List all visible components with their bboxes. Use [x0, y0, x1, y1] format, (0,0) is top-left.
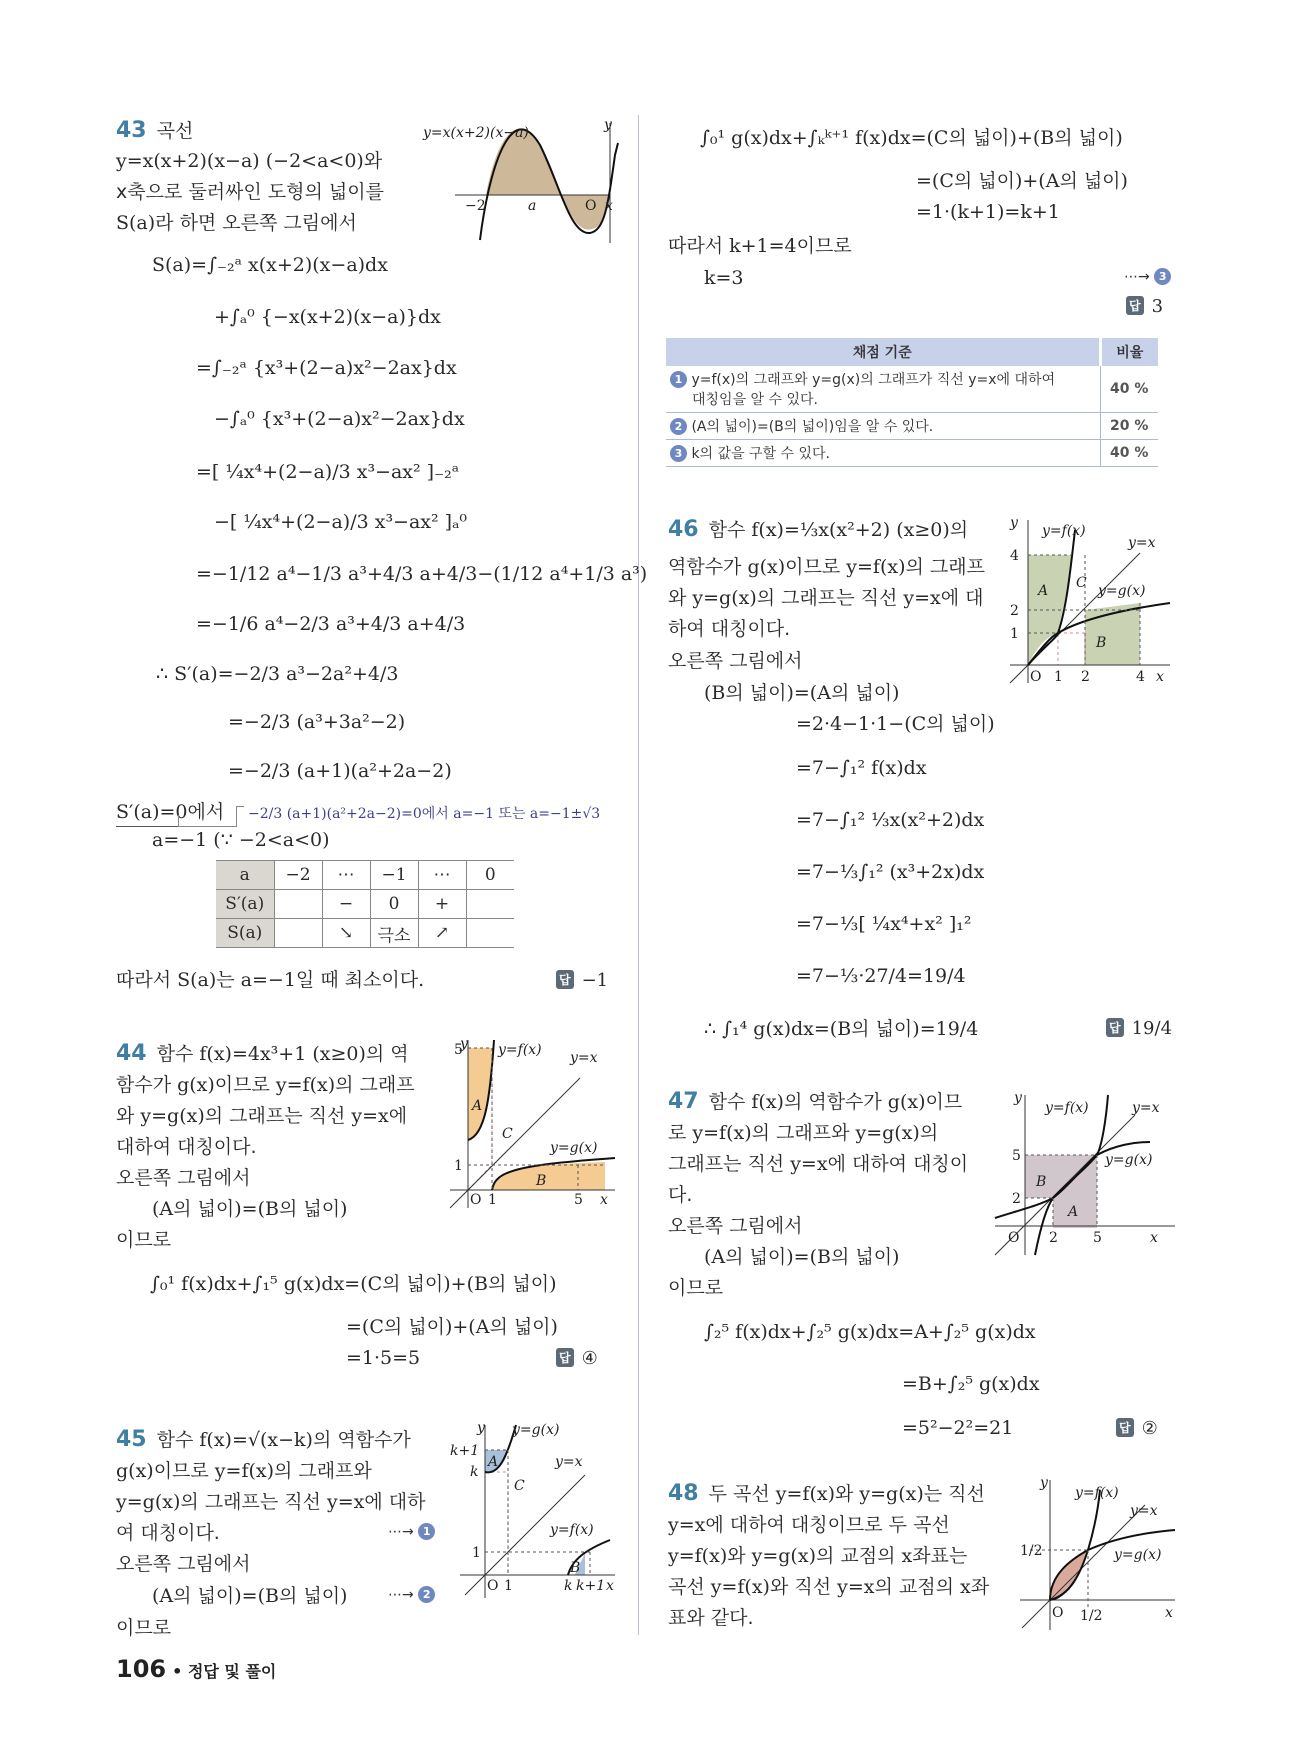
x-axis-label: x — [1165, 1605, 1173, 1621]
x-tick: 5 — [1093, 1230, 1102, 1246]
region-hatched — [1058, 633, 1085, 665]
answer-badge: 답 — [1106, 1018, 1124, 1037]
line-label: y=x — [555, 1454, 583, 1470]
y-axis-label: y — [604, 117, 612, 133]
problem-text: y=x(x+2)(x−a) (−2<a<0)와 — [116, 150, 383, 172]
x-tick: 4 — [1136, 669, 1145, 685]
x-tick: 1/2 — [1080, 1608, 1103, 1624]
f-label: y=f(x) — [498, 1042, 542, 1058]
problem-number: 44 — [116, 1041, 147, 1066]
origin-label: O — [1030, 669, 1042, 685]
table-cell — [466, 919, 514, 948]
problem-text: 대하여 대칭이다. — [116, 1136, 257, 1158]
y-tick: 1 — [454, 1158, 463, 1174]
problem-text: 오른쪽 그림에서 — [116, 1167, 251, 1189]
region-label-a: A — [488, 1454, 499, 1470]
problem-text: 따라서 k+1=4이므로 — [668, 235, 852, 257]
y-axis-label: y — [1014, 1090, 1022, 1106]
problem-text: 함수 f(x)=⅓x(x²+2) (x≥0)의 — [708, 519, 969, 541]
f-label: y=f(x) — [550, 1522, 594, 1538]
y-axis-label: y — [1040, 1475, 1048, 1491]
math-step: =B+∫₂⁵ g(x)dx — [902, 1373, 1040, 1395]
problem-text: 그래프는 직선 y=x에 대하여 대칭이 — [668, 1153, 969, 1175]
answer-value: ④ — [581, 1348, 598, 1369]
region-label-b: B — [536, 1173, 547, 1189]
equation-text: (B의 넓이)=(A의 넓이) — [704, 682, 900, 704]
answer-value: 19/4 — [1131, 1018, 1173, 1039]
figure-46-graph — [1000, 515, 1180, 685]
problem-text: 하여 대칭이다. — [668, 618, 791, 640]
problem-text: 곡선 — [156, 120, 194, 142]
criteria-text: y=f(x)의 그래프와 y=g(x)의 그래프가 직선 y=x에 대하여 — [691, 372, 1056, 388]
answer — [1106, 1018, 1172, 1039]
f-label: y=f(x) — [1045, 1100, 1089, 1116]
g-label: y=g(x) — [1105, 1152, 1153, 1168]
problem-text: 함수 f(x)=4x³+1 (x≥0)의 역 — [156, 1043, 409, 1065]
answer-badge: 답 — [556, 1348, 574, 1367]
math-step: −[ ¼x⁴+(2−a)/3 x³−ax² ]ₐ⁰ — [214, 511, 468, 533]
criteria-cell — [666, 440, 1100, 467]
table-header-cell: S′(a) — [216, 890, 274, 919]
line-label: y=x — [1128, 535, 1156, 551]
x-tick: k — [564, 1578, 573, 1594]
math-step: =(C의 넓이)+(A의 넓이) — [346, 1316, 558, 1338]
increase-decrease-table — [216, 860, 514, 948]
origin-label: O — [585, 198, 597, 214]
table-row — [666, 366, 1158, 413]
x-tick: k+1 — [576, 1578, 606, 1594]
table-cell: 0 — [466, 861, 514, 890]
equation-text: (A의 넓이)=(B의 넓이) — [152, 1585, 348, 1607]
table-row — [216, 890, 514, 919]
x-axis-label: x — [1150, 1230, 1158, 1246]
math-step: =−1/6 a⁴−2/3 a³+4/3 a+4/3 — [196, 613, 466, 635]
problem-text: y=f(x)와 y=g(x)의 교점의 x좌표는 — [668, 1545, 968, 1567]
side-note: −2/3 (a+1)(a²+2a−2)=0에서 a=−1 또는 a=−1±√3 — [248, 806, 601, 822]
x-axis-label: x — [605, 198, 613, 214]
condition-text: S′(a)=0에서 — [116, 798, 224, 827]
step-marker-circle: 3 — [1154, 268, 1171, 285]
math-step: ∫₂⁵ f(x)dx+∫₂⁵ g(x)dx=A+∫₂⁵ g(x)dx — [704, 1321, 1036, 1343]
math-step: +∫ₐ⁰ {−x(x+2)(x−a)}dx — [214, 306, 441, 328]
step-marker-circle: 2 — [418, 1586, 435, 1603]
table-header-cell: a — [216, 861, 274, 890]
problem-text: y=g(x)의 그래프는 직선 y=x에 대하 — [116, 1491, 426, 1513]
problem-text: 여 대칭이다. — [116, 1522, 220, 1544]
table-row — [666, 440, 1158, 467]
y-tick: 2 — [1012, 1191, 1021, 1207]
section-title: • 정답 및 풀이 — [172, 1662, 277, 1681]
region-label-a: A — [1068, 1204, 1079, 1220]
problem-number: 46 — [668, 517, 699, 542]
figure-47-graph — [990, 1090, 1180, 1260]
conclusion-text: 따라서 S(a)는 a=−1일 때 최소이다. — [116, 969, 425, 991]
y-tick: 1 — [472, 1545, 481, 1561]
problem-text: 와 y=g(x)의 그래프는 직선 y=x에 — [116, 1105, 408, 1127]
region-label-b: B — [1096, 635, 1107, 651]
region-label-b: B — [570, 1560, 581, 1576]
answer — [556, 970, 608, 991]
table-cell — [274, 919, 322, 948]
problem-text: 곡선 y=f(x)와 직선 y=x의 교점의 x좌 — [668, 1576, 990, 1598]
table-header-ratio: 비율 — [1100, 338, 1158, 366]
x-axis-label: x — [600, 1192, 608, 1208]
origin-label: O — [487, 1578, 499, 1594]
problem-number: 43 — [116, 118, 147, 143]
step-marker: ⋯→ 1 — [388, 1523, 435, 1540]
x-axis-label: x — [1156, 669, 1164, 685]
x-tick: 1 — [504, 1578, 513, 1594]
answer-value: 3 — [1151, 296, 1164, 317]
problem-text: 함수가 g(x)이므로 y=f(x)의 그래프 — [116, 1074, 415, 1096]
table-cell: −1 — [370, 861, 418, 890]
y-tick: 2 — [1010, 603, 1019, 619]
origin-label: O — [1008, 1230, 1020, 1246]
table-row — [216, 919, 514, 948]
x-tick: a — [528, 198, 537, 214]
math-step: ∫₀¹ f(x)dx+∫₁⁵ g(x)dx=(C의 넓이)+(B의 넓이) — [150, 1273, 557, 1295]
problem-text: 로 y=f(x)의 그래프와 y=g(x)의 — [668, 1122, 939, 1144]
step-marker: ⋯→ 2 — [388, 1586, 435, 1603]
problem-text: 표와 같다. — [668, 1607, 754, 1629]
table-cell: + — [418, 890, 466, 919]
x-tick: 5 — [574, 1192, 583, 1208]
math-step: =7−∫₁² ⅓x(x²+2)dx — [796, 809, 985, 831]
math-step: ∫₀¹ g(x)dx+∫ₖᵏ⁺¹ f(x)dx=(C의 넓이)+(B의 넓이) — [700, 127, 1123, 149]
table-cell — [466, 890, 514, 919]
scoring-criteria-table — [666, 338, 1158, 467]
x-tick: 2 — [1081, 669, 1090, 685]
x-tick: 1 — [1054, 669, 1063, 685]
math-step: =(C의 넓이)+(A의 넓이) — [916, 170, 1128, 192]
y-axis-label: y — [1010, 515, 1018, 531]
math-step: =7−∫₁² f(x)dx — [796, 757, 927, 779]
y-tick: 5 — [454, 1042, 463, 1058]
table-header-cell: S(a) — [216, 919, 274, 948]
answer-badge: 답 — [556, 970, 574, 989]
figure-43-graph — [420, 115, 620, 245]
math-step: ∴ ∫₁⁴ g(x)dx=(B의 넓이)=19/4 — [704, 1018, 979, 1040]
answer-value: ② — [1141, 1418, 1158, 1439]
region-c — [485, 1472, 508, 1575]
math-step: ∴ S′(a)=−2/3 a³−2a²+4/3 — [156, 663, 399, 685]
step-marker-circle: 3 — [670, 445, 687, 462]
line-label: y=x — [1132, 1100, 1160, 1116]
criteria-cell — [666, 413, 1100, 440]
table-cell: 0 — [370, 890, 418, 919]
equation-text: (A의 넓이)=(B의 넓이) — [152, 1198, 348, 1220]
table-cell: ⋯ — [418, 861, 466, 890]
math-step: =−2/3 (a³+3a²−2) — [228, 711, 406, 733]
figure-44-graph — [440, 1040, 620, 1210]
math-step: =∫₋₂ᵃ {x³+(2−a)x²−2ax}dx — [196, 357, 457, 379]
y-tick: k+1 — [450, 1443, 480, 1459]
criteria-text: (A의 넓이)=(B의 넓이)임을 알 수 있다. — [691, 419, 934, 435]
x-tick: 2 — [1049, 1230, 1058, 1246]
table-header-row — [666, 338, 1158, 366]
math-step: =5²−2²=21 — [902, 1417, 1014, 1439]
y-tick: 1 — [1010, 626, 1019, 642]
step-marker-circle: 1 — [418, 1523, 435, 1540]
problem-text: 이므로 — [116, 1229, 172, 1251]
x-tick: −2 — [465, 198, 486, 214]
table-cell: −2 — [274, 861, 322, 890]
region-label-c: C — [514, 1478, 525, 1494]
step-marker-circle: 2 — [670, 418, 687, 435]
problem-text: g(x)이므로 y=f(x)의 그래프와 — [116, 1460, 372, 1482]
y-tick: k — [470, 1464, 479, 1480]
answer-value: −1 — [581, 970, 609, 991]
problem-text: 오른쪽 그림에서 — [668, 1215, 803, 1237]
answer — [556, 1348, 598, 1369]
f-label: y=f(x) — [1075, 1485, 1119, 1501]
math-step: =7−⅓∫₁² (x³+2x)dx — [796, 861, 985, 883]
origin-label: O — [470, 1192, 482, 1208]
result-text: a=−1 (∵ −2<a<0) — [152, 829, 330, 851]
region-b — [492, 1162, 605, 1190]
curve-label: y=x(x+2)(x−a) — [423, 125, 529, 141]
problem-text: 함수 f(x)의 역함수가 g(x)이므 — [708, 1091, 963, 1113]
page-number: 106 — [116, 1655, 167, 1683]
table-row — [666, 413, 1158, 440]
line-label: y=x — [1130, 1503, 1158, 1519]
table-header-criteria: 채점 기준 — [666, 338, 1100, 366]
problem-text: 오른쪽 그림에서 — [668, 650, 803, 672]
x-tick: 1 — [488, 1192, 497, 1208]
problem-text: S(a)라 하면 오른쪽 그림에서 — [116, 212, 357, 234]
f-label: y=f(x) — [1042, 523, 1086, 539]
step-marker-circle: 1 — [670, 371, 687, 388]
region-label-c: C — [502, 1126, 513, 1142]
math-step: =1·(k+1)=k+1 — [916, 201, 1060, 223]
table-cell: − — [322, 890, 370, 919]
page-footer — [116, 1655, 276, 1683]
region-label-c: C — [1076, 575, 1087, 591]
math-step: =7−⅓·27/4=19/4 — [796, 965, 966, 987]
line-label: y=x — [570, 1050, 598, 1066]
table-row — [216, 861, 514, 890]
criteria-text: k의 값을 구할 수 있다. — [691, 446, 831, 462]
math-step: =−1/12 a⁴−1/3 a³+4/3 a+4/3−(1/12 a⁴+1/3 a³) — [196, 563, 648, 585]
problem-text: 역함수가 g(x)이므로 y=f(x)의 그래프 — [668, 556, 985, 578]
table-cell — [274, 890, 322, 919]
ratio-cell: 40 % — [1100, 366, 1158, 413]
note-connector — [236, 806, 244, 827]
step-marker: ⋯→ 3 — [1124, 268, 1171, 285]
g-label: y=g(x) — [512, 1422, 560, 1438]
math-step: =7−⅓[ ¼x⁴+x² ]₁² — [796, 913, 972, 935]
ratio-cell: 40 % — [1100, 440, 1158, 467]
g-label: y=g(x) — [550, 1140, 598, 1156]
answer-badge: 답 — [1126, 296, 1144, 315]
answer-badge: 답 — [1116, 1418, 1134, 1437]
k-result: k=3 — [704, 267, 744, 289]
problem-text: 와 y=g(x)의 그래프는 직선 y=x에 대 — [668, 587, 984, 609]
problem-number: 45 — [116, 1427, 147, 1452]
math-step: =−2/3 (a+1)(a²+2a−2) — [228, 760, 452, 782]
math-step: =2·4−1·1−(C의 넓이) — [796, 713, 995, 735]
problem-text: y=x에 대하여 대칭이므로 두 곡선 — [668, 1514, 950, 1536]
ratio-cell: 20 % — [1100, 413, 1158, 440]
region-label-b: B — [1036, 1174, 1047, 1190]
figure-45-graph — [450, 1420, 620, 1600]
problem-text: x축으로 둘러싸인 도형의 넓이를 — [116, 181, 384, 203]
figure-48-graph — [1010, 1475, 1180, 1635]
criteria-cell — [666, 366, 1100, 413]
y-tick: 4 — [1010, 548, 1019, 564]
equation-text: (A의 넓이)=(B의 넓이) — [704, 1246, 900, 1268]
table-cell: ↗ — [418, 919, 466, 948]
g-label: y=g(x) — [1114, 1547, 1162, 1563]
column-divider — [638, 115, 639, 1635]
table-cell: 극소 — [370, 919, 418, 948]
g-label: y=g(x) — [1098, 583, 1146, 599]
problem-text: 함수 f(x)=√(x−k)의 역함수가 — [156, 1429, 411, 1451]
region-label-a: A — [472, 1098, 483, 1114]
table-cell: ↘ — [322, 919, 370, 948]
criteria-text: 대칭임을 알 수 있다. — [692, 392, 818, 408]
math-step: −∫ₐ⁰ {x³+(2−a)x²−2ax}dx — [214, 408, 465, 430]
x-axis-label: x — [606, 1578, 614, 1594]
region-b — [1085, 603, 1140, 665]
problem-text: 이므로 — [116, 1617, 172, 1639]
math-step: =[ ¼x⁴+(2−a)/3 x³−ax² ]₋₂ᵃ — [196, 461, 460, 483]
table-cell: ⋯ — [322, 861, 370, 890]
problem-text: 오른쪽 그림에서 — [116, 1553, 251, 1575]
problem-number: 48 — [668, 1481, 699, 1506]
problem-text: 다. — [668, 1184, 693, 1206]
problem-number: 47 — [668, 1089, 699, 1114]
problem-text: 이므로 — [668, 1277, 724, 1299]
problem-text: 두 곡선 y=f(x)와 y=g(x)는 직선 — [708, 1483, 985, 1505]
y-axis-label: y — [460, 1040, 468, 1052]
region-label-a: A — [1038, 583, 1049, 599]
y-tick: 5 — [1012, 1148, 1021, 1164]
answer — [1116, 1418, 1158, 1439]
answer — [1126, 296, 1163, 317]
y-tick: 1/2 — [1020, 1543, 1043, 1559]
shaded-region — [1050, 1550, 1088, 1600]
math-step: S(a)=∫₋₂ᵃ x(x+2)(x−a)dx — [152, 254, 388, 276]
origin-label: O — [1052, 1605, 1064, 1621]
math-step: =1·5=5 — [346, 1347, 421, 1369]
y-axis-label: y — [477, 1420, 485, 1436]
